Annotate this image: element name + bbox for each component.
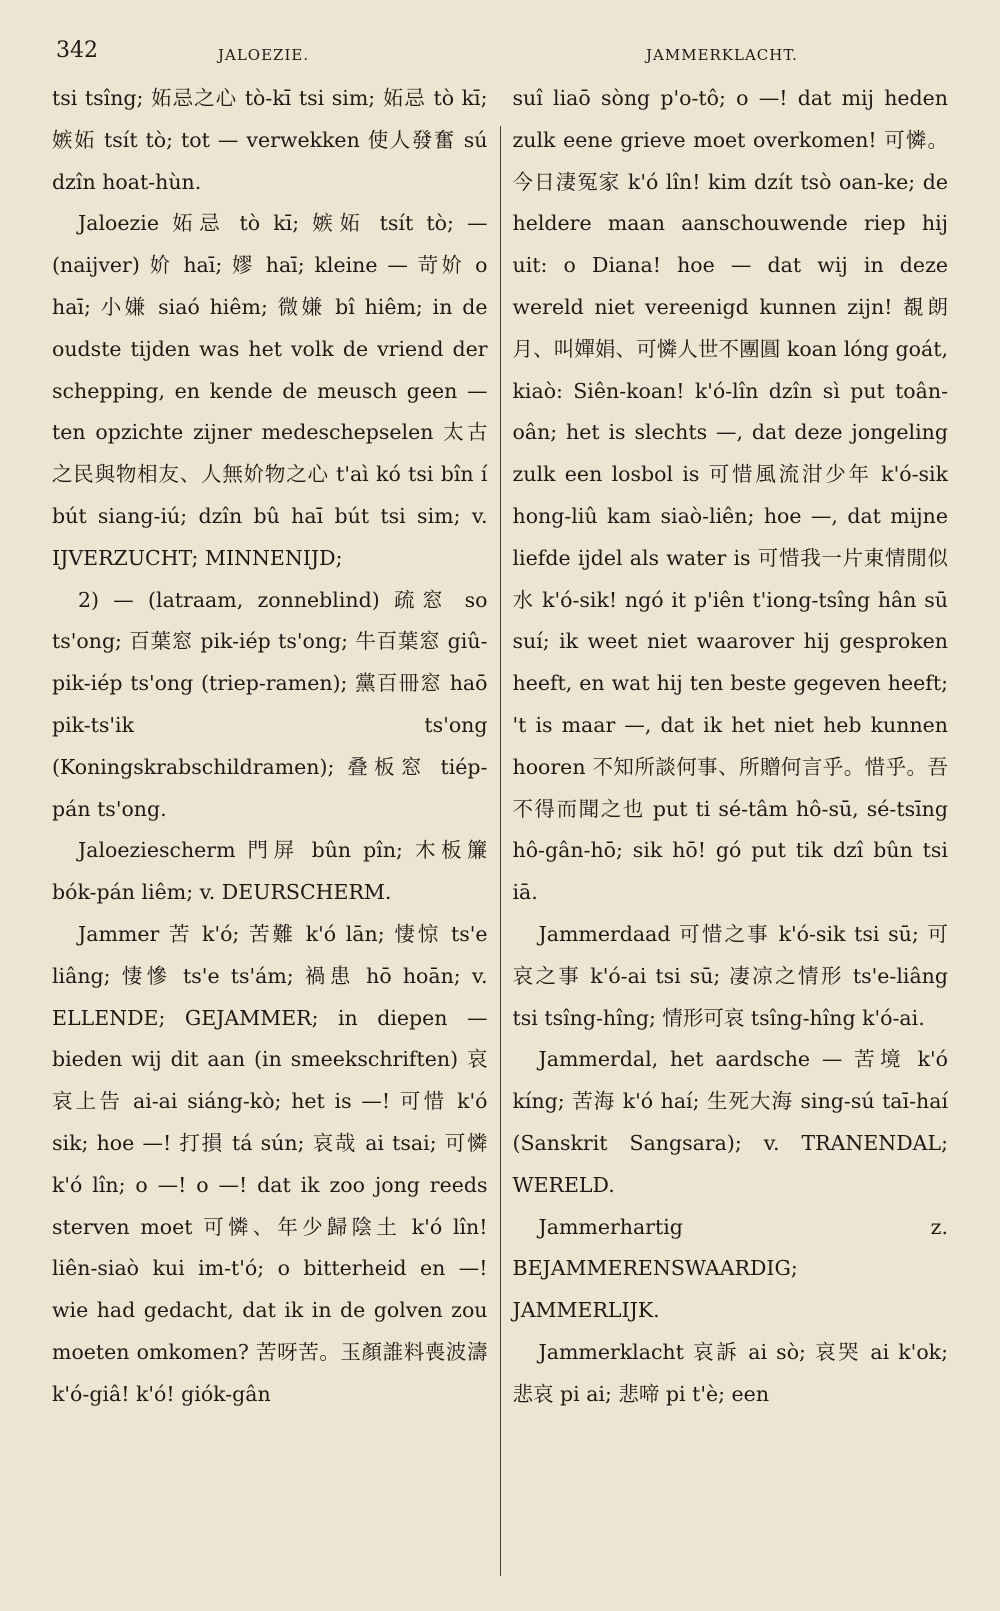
entry-continuation: tsi tsîng; 妬忌之心 tò-kī tsi sim; 妬忌 tò kī; 嫉妬 tsít tò; tot — verwekken 使人發奮 sú dzîn hoat-hùn. [52,86,488,194]
two-column-body [52,78,948,1598]
entry-jaloeziescherm: Jaloeziescherm 門屏 bûn pîn; 木板簾 bók-pán liêm; v. DEURSCHERM. [52,838,488,905]
right-column [501,78,949,1598]
left-column [52,78,500,1598]
entry-jammerklacht: Jammerklacht 哀訴 ai sò; 哀哭 ai k'ok; 悲哀 pi ai; 悲啼 pi t'è; een [512,1339,948,1406]
entry-jammerdaad: Jammerdaad 可惜之事 k'ó-sik tsi sū; 可哀之事 k'ó-ai tsi sū; 凄凉之情形 ts'e-liâng tsi tsîng-hîng; 情形可哀 tsîng-hîng k'ó-ai. [512,921,948,1030]
entry-jammer-continuation: suî liaō sòng p'o-tô; o —! dat mij heden zulk eene grieve moet overkomen! 可憐。今日淒冤家 k'ó lîn! kim dzít tsò oan-ke; de heldere maan aanschouwende riep hij uit: o Diana! hoe — dat wij in deze wereld niet vereenigd kunnen zijn! 覩朗月、叫嬋娟、可憐人世不團圓 koan lóng goát, kiaò: Siên-koan! k'ó-lîn dzîn sì put toân-oân; het is slechts —, dat deze jongeling zulk een losbol is 可惜風流泔少年 k'ó-sik hong-liû kam siaò-liên; hoe —, dat mijne liefde ijdel als water is 可惜我一片東情閒似水 k'ó-sik! ngó it p'iên t'iong-tsîng hân sū suí; ik weet niet waarover hij gesproken heeft, en wat hij ten beste gegeven heeft; 't is maar —, dat ik het niet heb kunnen hooren 不知所談何事、所贈何言乎。惜乎。吾不得而聞之也 put ti sé-tâm hô-sū, sé-tsīng hô-gân-hō; sik hō! gó put tik dzî bûn tsi iā. [512,86,948,905]
entry-jaloezie-2: 2) — (latraam, zonneblind) 疏窓 so ts'ong; 百葉窓 pik-iép ts'ong; 牛百葉窓 giû-pik-iép ts'ong (triep-ramen); 黨百冊窓 haō pik-ts'ik ts'ong (Koningskrabschildramen); 叠板窓 tiép-pán ts'ong. [52,587,488,821]
page-number: 342 [56,38,98,63]
entry-jaloezie: Jaloezie 妬忌 tò kī; 嫉妬 tsít tò; — (naijver) 妎 haī; 嫪 haī; kleine — 苛妎 o haī; 小嫌 siaó hiêm; 微嫌 bî hiêm; in de oudste tijden was het volk de vriend der schepping, en kende de meusch geen — ten opzichte zijner medeschepselen 太古之民與物相友、人無妎物之心 t'aì kó tsi bîn í bút siang-iú; dzîn bû haī bút tsi sim; v. IJVERZUCHT; MINNENIJD; [52,211,488,570]
right-running-title: JAMMERKLACHT. [646,46,798,64]
entry-jammerdal: Jammerdal, het aardsche — 苦境 k'ó kíng; 苦海 k'ó haí; 生死大海 sing-sú taī-haí (Sanskrit Sangsara); v. TRANENDAL; WERELD. [512,1047,948,1197]
left-running-title: JALOEZIE. [218,46,310,64]
entry-jammerhartig: Jammerhartig z. BEJAMMERENSWAARDIG; JAMMERLIJK. [512,1214,948,1323]
entry-jammer: Jammer 苦 k'ó; 苦難 k'ó lān; 悽惊 ts'e liâng; 悽慘 ts'e ts'ám; 禍患 hō hoān; v. ELLENDE; GEJAMMER; in diepen — bieden wij dit aan (in smeekschriften) 哀哀上告 ai-ai siáng-kò; het is —! 可惜 k'ó sik; hoe —! 打損 tá sún; 哀哉 ai tsai; 可憐 k'ó lîn; o —! o —! dat ik zoo jong reeds sterven moet 可憐、年少歸陰土 k'ó lîn! liên-siaò kui im-t'ó; o bitterheid en —! wie had gedacht, dat ik in de golven zou moeten omkomen? 苦呀苦。玉顏誰料喪波濤 k'ó-giâ! k'ó! giók-gân [52,921,488,1406]
page-header [52,38,948,78]
